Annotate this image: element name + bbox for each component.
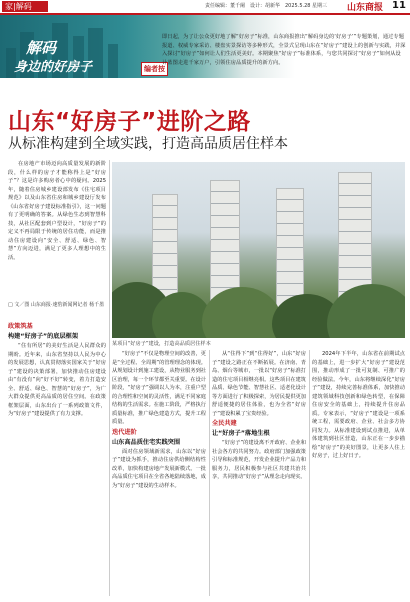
page-header — [0, 0, 410, 15]
paragraph: 在房地产市场迈向高质量发展的新阶段，什么样的房子才能称得上是“好房子”？这是许多购房者心中的疑问。2025年，随着住房城乡建设部发布《住宅项目规范》以及山东省住房和城乡建设厅发布《山东省好房子建设标准指引》，这一问题有了更明确的答案。从绿色生态到智慧科技，从社区配套到户型设计，“好房子”的定义不再局限于传统的居住功能，而是推动住房建设向“安全、舒适、绿色、智慧”方向迈进，满足了更多人理想中的生活。 — [8, 161, 106, 261]
section-heading: 全民共建 — [212, 420, 237, 427]
column-divider — [109, 160, 110, 596]
paragraph: 面对住房领域新需求，山东以“好房子”建设为抓手，推动住房供给侧结构性改革，加快构建房地产发展新模式。一批高品质住宅项目在全省各地陆续落地，成为“好房子”建设的生动样本。 — [112, 448, 206, 489]
section-tag: 家|解码 — [2, 1, 48, 12]
article-column-1 — [8, 322, 106, 594]
section-heading: 迭代进阶 — [112, 428, 137, 436]
article-photo — [112, 162, 405, 338]
photo-tower — [276, 188, 304, 312]
section-subheading: 让“好房子”落地生根 — [212, 430, 270, 437]
section-subheading: 构建“好房子”的底层框架 — [8, 333, 79, 340]
column-banner — [0, 15, 410, 78]
paragraph: “好房子”不仅是物理空间的改善，更是“全过程、全周期”的管理理念的体现。从规划设计到施工建设，从物业服务到社区治理，每一个环节都至关重要。在设计阶段，“好房子”强调以人为本，注重户型的合理性和空间的灵活性，满足不同家庭结构的生活需求。在施工阶段，严格执行质量标准，推广绿色建造方式，提升工程质量。 — [112, 351, 206, 425]
banner-title: 解码 — [26, 39, 57, 57]
newspaper-name: 山东商报 — [347, 3, 384, 13]
editor-note-badge: 编者按 — [141, 62, 168, 76]
section-heading: 政策筑基 — [8, 323, 33, 330]
page-number: 11 — [392, 0, 406, 11]
photo-caption: 某项目“好房子”建设，打造高品质居住样本 — [112, 341, 211, 347]
article-column-3 — [212, 350, 306, 596]
building-silhouette — [108, 44, 118, 78]
paragraph: “好房子”的建设离不开政府、企业和社会各方的共同努力。政府部门加强政策引导和标准规范，开发企业提升产品力和服务力，居民积极参与社区共建共治共享，共同推动“好房子”从理念走向现实。 — [212, 440, 306, 480]
article-column-4 — [312, 350, 405, 596]
article-headline: 山东“好房子”进阶之路 — [8, 109, 251, 135]
column-divider — [209, 350, 210, 596]
editor-note: 即日起，为了让公众更好地了解“好房子”标准，山东商报推出“解码身边的‘好房子’”专题策划，通过专题报道、权威专家采访、楼盘实景探访等多种形式，全景式呈现山东在“好房子”建设上的创新与实践，并深入探讨“好房子”如何让人们生活更美好。本期聚焦“好房子”标准体系，与您共同探讨“好房子”如何从设计蓝图走进千家万户，引领住房品质提升的新方向。 — [162, 34, 406, 66]
page-meta: 责任编辑：董千阑 设计：胡新华 2025.5.28 星期三 — [205, 3, 328, 9]
paragraph: 从“住得下”到“住得好”，山东“好房子”建设之路正在不断拓展。在济南、青岛、烟台等城市，一批以“好房子”标准打造的住宅项目相继亮相。这些项目在建筑品质、绿色节能、智慧社区、适老化设计等方面进行了积极探索，为居民提供更加舒适便捷的居住体验，也为全省“好房子”建设积累了宝贵经验。 — [212, 351, 306, 417]
paragraph: 2024年下半年，山东省在前期试点的基础上，进一步扩大“好房子”建设范围，推动形成了一批可复制、可推广的经验做法。今年，山东将继续深化“好房子”建设，持续完善标准体系，加快推动建筑领域科技创新和绿色转型，在保障住房安全的基础上，持续提升住房品质。专家表示，“好房子”建设是一项系统工程，需要政府、企业、社会多方协同发力。从标准建设到试点推进，从单体建筑到社区营造，山东正在一步步描绘“好房子”的美好图景，让更多人住上好房子，过上好日子。 — [312, 351, 405, 459]
article-column-2 — [112, 350, 206, 596]
section-subheading: 山东高品质住宅实践突围 — [112, 438, 181, 446]
byline: □ 文／图 山东商报·速豹新闻网记者 杨千墨 — [8, 302, 105, 308]
article-subheadline: 从标准构建到全域实践，打造高品质居住样本 — [8, 136, 288, 152]
paragraph: “住有所居”的美好生活是人民群众的期盼。近年来，山东省坚持以人民为中心的发展思想，认真贯彻落实国家关于“好房子”建设的决策部署，加快推动住房建设由“有没有”向“好不好”转变，着力打造安全、舒适、绿色、智慧的“好房子”，为广大群众提供更高品质的居住空间。在政策框架层面，山东出台了一系列政策文件，为“好房子”建设提供了有力支撑。 — [8, 343, 106, 417]
banner-subtitle: 身边的好房子 — [14, 60, 93, 75]
article-column-1-intro — [8, 160, 106, 298]
column-divider — [309, 350, 310, 596]
